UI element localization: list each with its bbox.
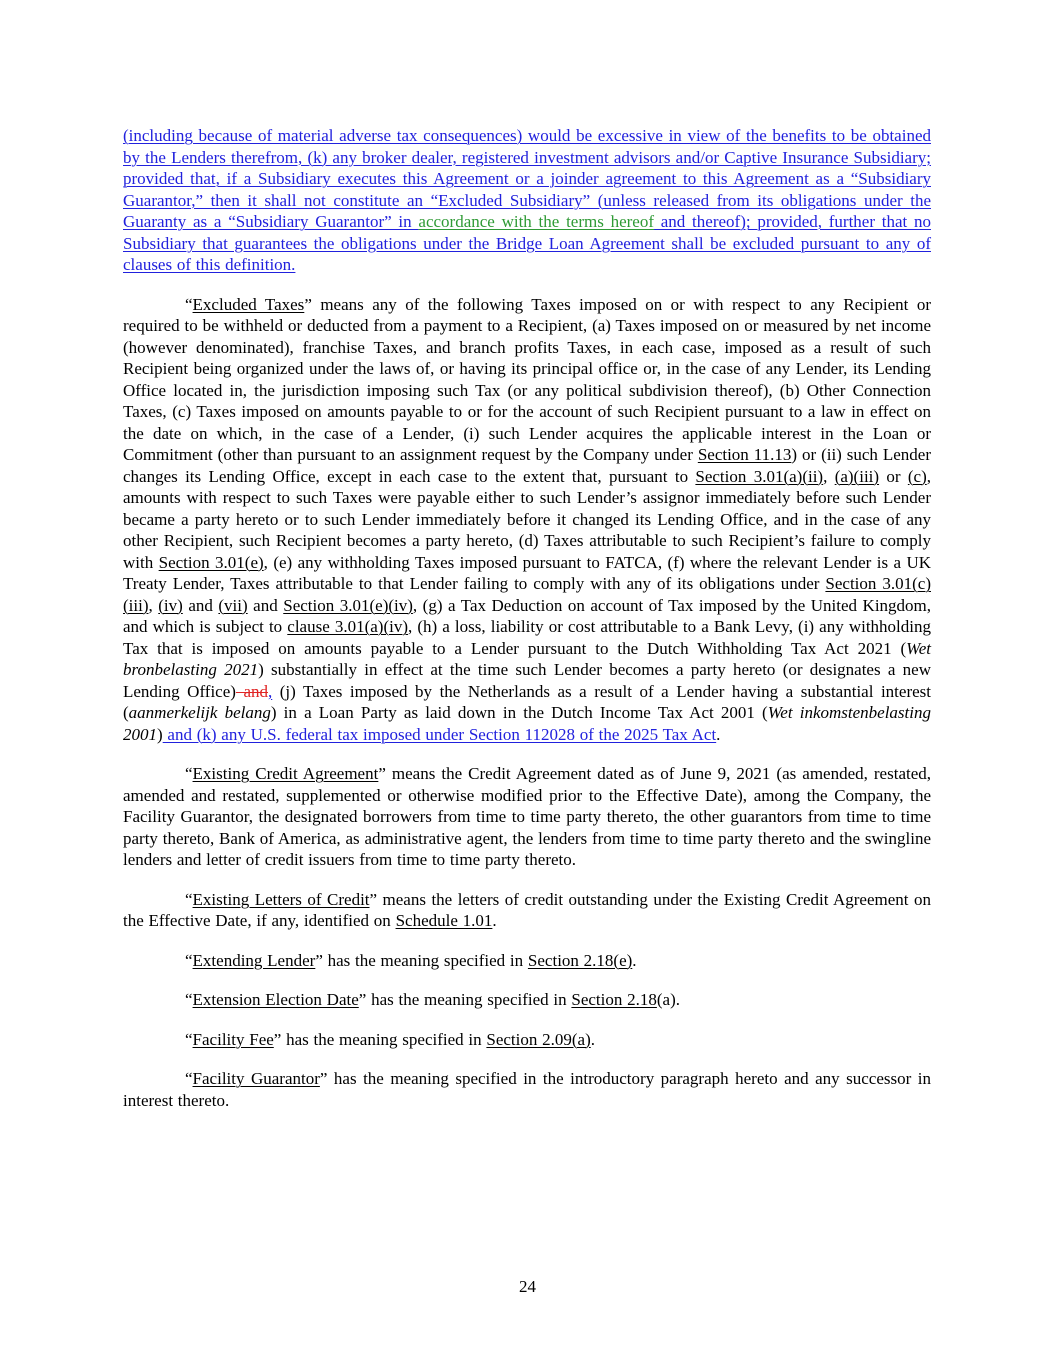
inserted-text: and thereof); provided, further that no Subsidiary that guarantees the obligations under the Bridge Loan Agreement shall be excluded pursuant to any of clauses of this definition.	[123, 212, 931, 274]
text-run: ” has the meaning specified in	[273, 1029, 487, 1049]
paragraph-extension-election-date-definition	[123, 989, 931, 1011]
foreign-term: Wet bronbelasting 2021	[123, 638, 931, 679]
text-run: (j) Taxes imposed by the Netherlands as a result of a Lender having a substantial interest (	[123, 681, 931, 722]
cross-reference: Existing Letters of Credit	[192, 889, 370, 909]
inserted-text: ,	[268, 681, 273, 701]
paragraph-extending-lender-definition	[123, 950, 931, 972]
cross-reference: Section 2.18(e)	[527, 950, 633, 970]
cross-reference: (c)	[907, 466, 927, 486]
paragraph-facility-fee-definition	[123, 1029, 931, 1051]
cross-reference: Extending Lender	[192, 950, 316, 970]
cross-reference: Section 3.01(c)(iii)	[123, 574, 931, 615]
text-run: and	[247, 595, 284, 615]
text-run: ” has the meaning specified in the introductory paragraph hereto and any successor in interest thereto.	[123, 1069, 931, 1110]
text-run: ” has the meaning specified in	[358, 990, 572, 1009]
cross-reference: (iv)	[158, 595, 183, 615]
inserted-text: and (k) any U.S. federal tax imposed under Section 112028 of the 2025 Tax Act	[162, 724, 717, 744]
text-run: ” means any of the following Taxes imposed on or with respect to any Recipient or required to be withheld or deducted from a payment to a Recipient, (a) Taxes imposed on or measured by net income (however denominated), franchise Taxes, and branch profits Taxes, in each case, imposed as a result of such Recipient being organized under the laws of, or having its principal office or, in the case of any Lender, its Lending Office located in, the jurisdiction imposing such Tax (or any political subdivision thereof), (b) Other Connection Taxes, (c) Taxes imposed on amounts payable to or for the account of such Recipient pursuant to a law in effect on the date on which, in the case of a Lender, (i) such Lender acquires the applicable interest in the Loan or Commitment (other than pursuant to an assignment request by the Company under	[123, 294, 932, 464]
foreign-term: aanmerkelijk belang	[128, 703, 271, 722]
text-run: ) substantially in effect at the time such Lender becomes a party hereto (or designates a new Lending Office)	[123, 660, 931, 701]
text-run: , amounts with respect to such Taxes were payable either to such Lender’s assignor immediately before such Lender became a party hereto or to such Lender immediately before it changed its Lending Office, and in the case of any other Recipient, such Recipient becomes a party hereto, (d) Taxes attributable to such Recipient’s failure to comply with	[123, 466, 931, 572]
cross-reference: Excluded Taxes	[192, 294, 305, 314]
paragraph-existing-letters-of-credit-definition	[123, 889, 931, 932]
text-run: , (e) any withholding Taxes imposed pursuant to FATCA, (f) where the relevant Lender is a UK Treaty Lender, Taxes attributable to that Lender failing to comply with any of its obligations under	[123, 552, 931, 593]
text-run: “	[185, 764, 193, 783]
text-run: ” means the letters of credit outstanding under the Existing Credit Agreement on the Effective Date, if any, identified on	[123, 889, 931, 930]
text-run: )	[157, 724, 163, 744]
cross-reference: Section 11.13	[697, 445, 792, 464]
paragraph-facility-guarantor-definition	[123, 1068, 931, 1111]
paragraph-existing-credit-agreement-definition	[123, 763, 931, 871]
cross-reference: Facility Guarantor	[192, 1069, 320, 1088]
text-run: ,	[148, 595, 159, 615]
text-run: “	[185, 950, 193, 970]
text-run: or	[879, 466, 908, 486]
cross-reference: Schedule 1.01	[395, 911, 493, 930]
text-run: “	[185, 990, 193, 1009]
inserted-text: (including because of material adverse tax consequences) would be excessive in view of the benefits to be obtained by the Lenders therefrom, (k) any broker dealer, registered investment advisors and/or Captive Insurance Subsidiary; provided that, if a Subsidiary executes this Agreement or a joinder agreement to this Agreement as a “Subsidiary Guarantor,” then it shall not constitute an “Excluded Subsidiary” (unless released from its obligations under the Guaranty as a “Subsidiary Guarantor” in	[123, 126, 931, 231]
text-run: ” has the meaning specified in	[315, 950, 528, 970]
text-run: ) in a Loan Party as laid down in the Dutch Income Tax Act 2001 (	[270, 703, 768, 722]
text-run: “	[185, 1069, 193, 1088]
paragraph-excluded-subsidiary-continuation	[123, 125, 931, 276]
page-number: 24	[519, 1277, 536, 1296]
cross-reference: Extension Election Date	[192, 990, 359, 1009]
foreign-term: Wet inkomstenbelasting 2001	[123, 703, 931, 744]
cross-reference: Section 3.01(e)(iv)	[283, 595, 413, 615]
text-body	[123, 125, 931, 1129]
text-run: .	[716, 724, 721, 744]
cross-reference: Facility Fee	[192, 1029, 274, 1049]
text-run: “	[185, 1029, 193, 1049]
cross-reference: clause 3.01(a)(iv)	[287, 617, 409, 636]
deleted-text: and	[235, 681, 268, 701]
cross-reference: Section 2.09(a)	[486, 1029, 591, 1049]
text-run: “	[185, 294, 193, 314]
text-run: ” means the Credit Agreement dated as of June 9, 2021 (as amended, restated, amended and restated, supplemented or otherwise modified prior to the Effective Date), among the Company, the Facility Guarantor, the designated borrowers from time to time party thereto, the other guarantors from time to time party thereto, Bank of America, as administrative agent, the lenders from time to time party thereto and the swingline lenders and letter of credit issuers from time to time party thereto.	[123, 764, 932, 869]
text-run: (a).	[656, 990, 681, 1009]
text-run: , (h) a loss, liability or cost attributable to a Bank Levy, (i) any withholding Tax that is imposed on amounts payable to a Lender pursuant to the Dutch Withholding Tax Act 2021 (	[123, 617, 931, 658]
cross-reference: (vii)	[218, 595, 248, 615]
cross-reference: Section 2.18	[571, 990, 657, 1009]
cross-reference: Existing Credit Agreement	[192, 764, 379, 783]
text-run: .	[492, 911, 497, 930]
paragraph-excluded-taxes-definition	[123, 294, 931, 746]
inserted-text-secondary: accordance with the terms hereof	[418, 212, 655, 231]
text-run: and	[182, 595, 219, 615]
cross-reference: Section 3.01(e)	[158, 552, 264, 572]
text-run: ,	[823, 466, 835, 486]
cross-reference: Section 3.01(a)(ii)	[695, 466, 824, 486]
text-run: “	[185, 889, 193, 909]
text-run: .	[632, 950, 637, 970]
cross-reference: (a)(iii)	[834, 466, 880, 486]
text-run: ) or (ii) such Lender changes its Lending Office, except in each case to the extent that, pursuant to	[123, 445, 932, 486]
text-run: .	[590, 1029, 595, 1049]
text-run: , (g) a Tax Deduction on account of Tax imposed by the United Kingdom, and which is subject to	[123, 595, 932, 636]
